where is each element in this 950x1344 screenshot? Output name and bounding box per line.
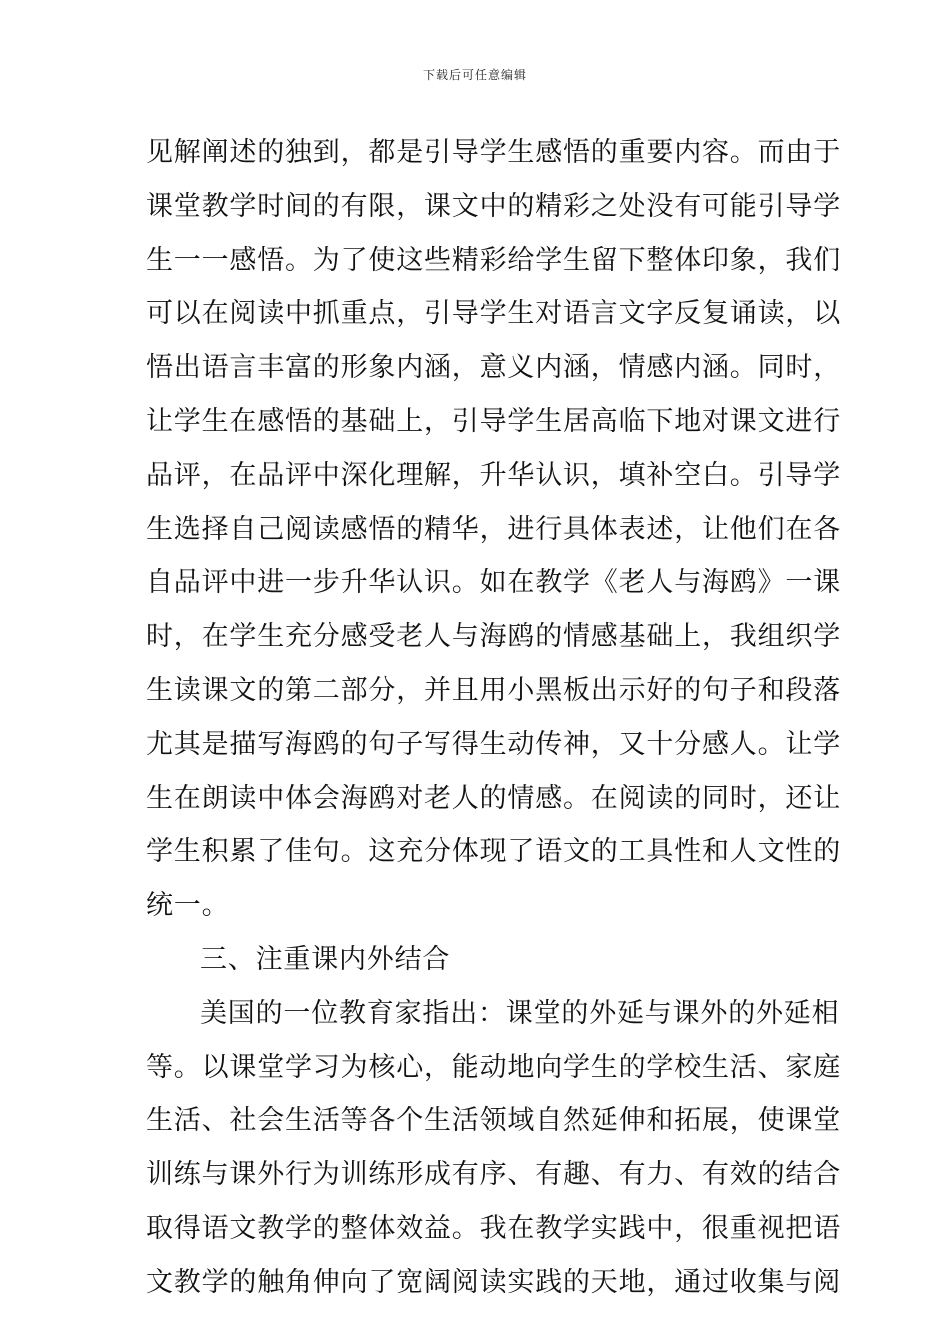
text-line: 统一。	[146, 890, 230, 922]
text-line: 文教学的触角伸向了宽阔阅读实践的天地，通过收集与阅	[146, 1266, 841, 1298]
text-line: 生在朗读中体会海鸥对老人的情感。在阅读的同时，还让	[146, 782, 841, 814]
text-line: 见解阐述的独到，都是引导学生感悟的重要内容。而由于	[146, 137, 841, 168]
text-line: 时，在学生充分感受老人与海鸥的情感基础上，我组织学	[146, 621, 841, 653]
section-heading: 三、注重课内外结合	[200, 943, 451, 975]
body-text	[146, 126, 841, 1310]
text-line: 生选择自己阅读感悟的精华，进行具体表述，让他们在各	[146, 513, 841, 545]
text-line: 生一一感悟。为了使这些精彩给学生留下整体印象，我们	[146, 244, 841, 276]
page-header: 下载后可任意编辑	[422, 68, 527, 82]
text-line: 取得语文教学的整体效益。我在教学实践中，很重视把语	[146, 1212, 841, 1244]
text-line: 可以在阅读中抓重点，引导学生对语言文字反复诵读，以	[146, 298, 841, 330]
text-line: 学生积累了佳句。这充分体现了语文的工具性和人文性的	[146, 836, 841, 868]
text-line: 训练与课外行为训练形成有序、有趣、有力、有效的结合	[146, 1159, 841, 1191]
text-line: 生活、社会生活等各个生活领域自然延伸和拓展，使课堂	[146, 1105, 841, 1137]
text-line: 美国的一位教育家指出：课堂的外延与课外的外延相	[200, 997, 840, 1029]
text-line: 课堂教学时间的有限，课文中的精彩之处没有可能引导学	[146, 190, 841, 222]
text-line: 等。以课堂学习为核心，能动地向学生的学校生活、家庭	[146, 1051, 841, 1083]
text-line: 品评，在品评中深化理解，升华认识，填补空白。引导学	[146, 459, 841, 491]
text-line: 生读课文的第二部分，并且用小黑板出示好的句子和段落	[146, 674, 841, 706]
text-line: 自品评中进一步升华认识。如在教学《老人与海鸥》一课	[146, 567, 841, 599]
text-line: 让学生在感悟的基础上，引导学生居高临下地对课文进行	[146, 405, 841, 437]
text-line: 悟出语言丰富的形象内涵，意义内涵，情感内涵。同时，	[146, 352, 841, 384]
text-line: 尤其是描写海鸥的句子写得生动传神，又十分感人。让学	[146, 728, 841, 760]
